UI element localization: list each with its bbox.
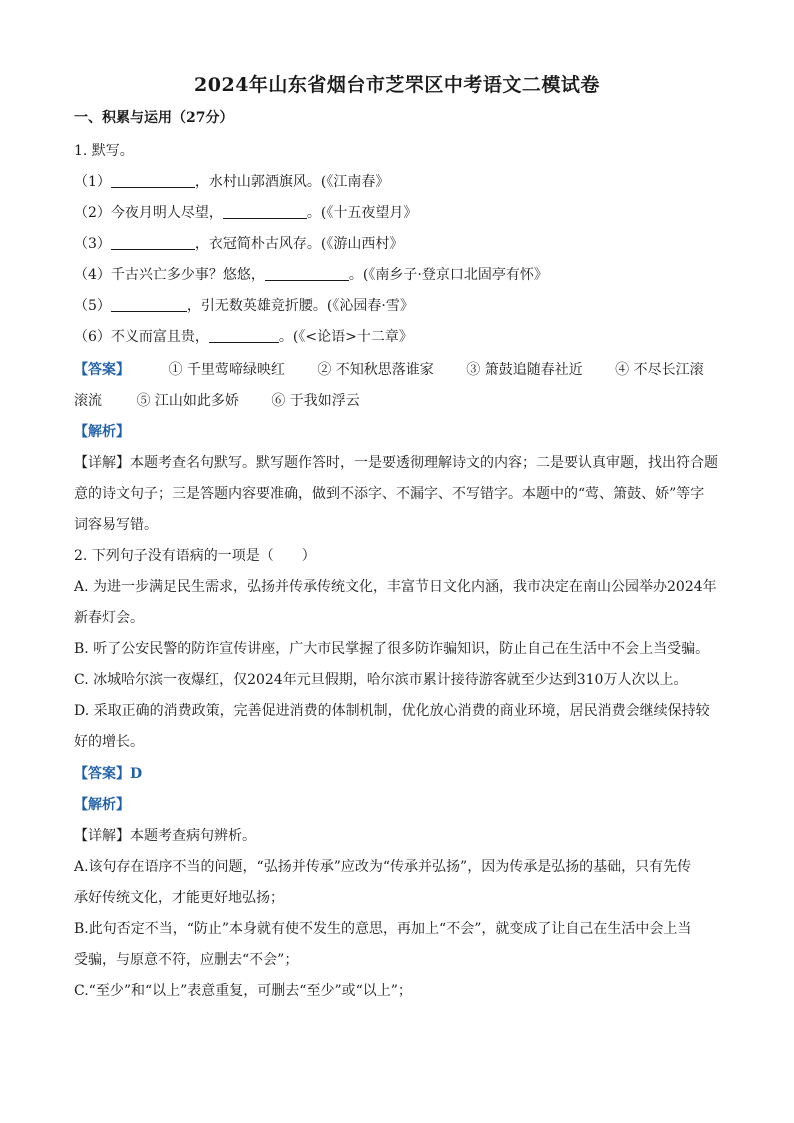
q1-detail-line: 词容易写错。 [74, 517, 158, 533]
answer-blank [111, 173, 195, 188]
q2-option-b: B. 听了公安民警的防诈宣传讲座，广大市民掌握了很多防诈骗知识，防止自己在生活中不会上当受骗。 [74, 641, 710, 657]
q1-item-6: （6）不义而富且贵， 。(《<论语>十二章》 [74, 329, 413, 345]
answer-tag: 【答案】 [74, 362, 130, 378]
page-title: 2024年山东省烟台市芝罘区中考语文二模试卷 [194, 74, 600, 96]
q1-item-1: （1） ，水村山郭酒旗风。(《江南春》 [74, 174, 390, 190]
answer-blank [223, 204, 307, 219]
q1-detail-line: 【详解】本题考查名句默写。默写题作答时，一是要透彻理解诗文的内容；二是要认真审题，找出符合题 [74, 455, 718, 471]
answer-blank [111, 297, 187, 312]
q2-detail-line: 承好传统文化，才能更好地弘扬； [74, 890, 284, 906]
answer-blank [209, 328, 279, 343]
answer-blank [265, 266, 349, 281]
q2-detail-line: 【详解】本题考查病句辨析。 [74, 828, 256, 844]
analysis-tag: 【解析】 [74, 424, 130, 440]
q2-detail-line: C.“至少”和“以上”表意重复，可删去“至少”或“以上”； [74, 983, 412, 999]
analysis-tag: 【解析】 [74, 797, 130, 813]
q2-option-a: A. 为进一步满足民生需求，弘扬并传承传统文化，丰富节日文化内涵，我市决定在南山公园举办2024年 [74, 579, 717, 595]
q1-answer-line-2: 滚流 ⑤ 江山如此多娇 ⑥ 于我如浮云 [74, 393, 360, 409]
question-2-stem: 2. 下列句子没有语病的一项是（ ） [74, 548, 316, 564]
q1-item-4: （4）千古兴亡多少事？悠悠， 。(《南乡子·登京口北固亭有怀》 [74, 267, 548, 283]
q2-option-d-cont: 好的增长。 [74, 734, 144, 750]
q2-option-d: D. 采取正确的消费政策，完善促进消费的体制机制，优化放心消费的商业环境，居民消费会继续保持较 [74, 703, 710, 719]
section-heading: 一、积累与运用（27分） [74, 110, 234, 126]
q2-detail-line: B.此句否定不当，“防止”本身就有使不发生的意思，再加上“不会”，就变成了让自己在生活中会上当 [74, 921, 692, 937]
answer-blank [111, 235, 195, 250]
q2-detail-line: 受骗，与原意不符，应删去“不会”； [74, 952, 299, 968]
q1-item-3: （3） ，衣冠简朴古风存。(《游山西村》 [74, 236, 404, 252]
q2-option-c: C. 冰城哈尔滨一夜爆红，仅2024年元旦假期，哈尔滨市累计接待游客就至少达到310万人次以上。 [74, 672, 688, 688]
q1-item-2: （2）今夜月明人尽望， 。(《十五夜望月》 [74, 205, 418, 221]
q2-answer: 【答案】D [74, 766, 143, 782]
question-1-stem: 1. 默写。 [74, 143, 134, 159]
q2-detail-line: A.该句存在语序不当的问题，“弘扬并传承”应改为“传承并弘扬”，因为传承是弘扬的基础，只有先传 [74, 859, 692, 875]
q2-option-a-cont: 新春灯会。 [74, 610, 144, 626]
q1-detail-line: 意的诗文句子；三是答题内容要准确，做到不添字、不漏字、不写错字。本题中的“莺、箫鼓、娇”等字 [74, 486, 705, 502]
q1-item-5: （5） ，引无数英雄竞折腰。(《沁园春·雪》 [74, 298, 414, 314]
q1-answer-line: 【答案】 ① 千里莺啼绿映红 ② 不知秋思落谁家 ③ 箫鼓追随春社近 ④ 不尽长江滚 [74, 362, 704, 378]
